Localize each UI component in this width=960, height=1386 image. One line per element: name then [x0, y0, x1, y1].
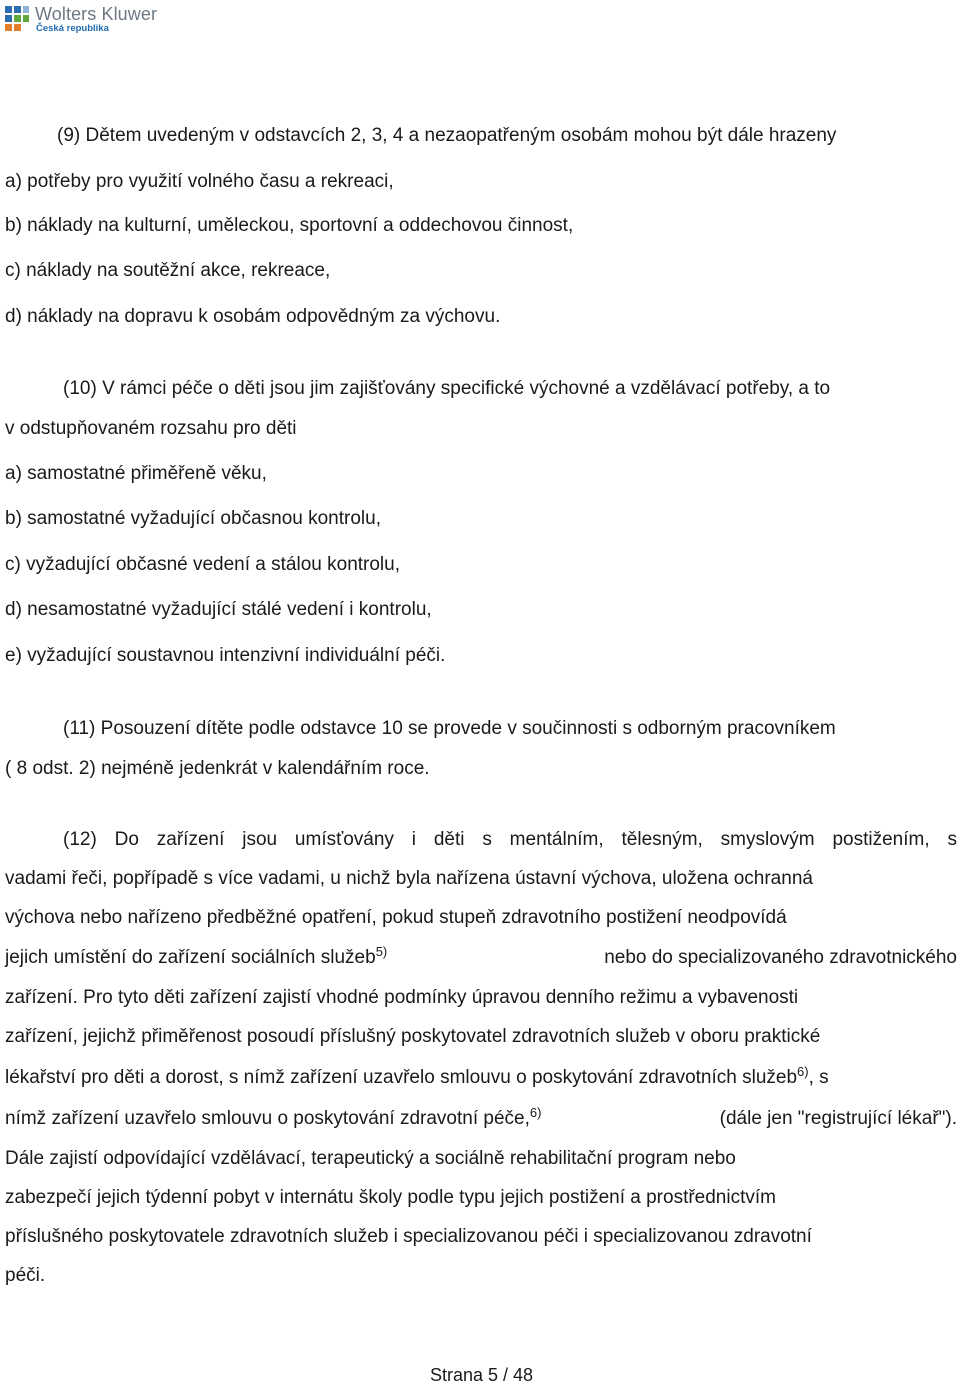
para10-line1: (10) V rámci péče o děti jsou jim zajišťovány specifické výchovné a vzdělávací potřeby, a to	[63, 378, 831, 399]
para12-line10: zabezpečí jejich týdenní pobyt v internátu školy podle typu jejich postižení a prostřednictvím	[5, 1187, 776, 1208]
para12-line1: (12) Do zařízení jsou umísťovány i děti s mentálním, tělesným, smyslovým postižením, s	[63, 829, 957, 850]
para10-item-c: c) vyžadující občasné vedení a stálou kontrolu,	[5, 554, 401, 575]
para9-item-a: a) potřeby pro využití volného času a rekreaci,	[5, 171, 394, 192]
para10-item-a: a) samostatné přiměřeně věku,	[5, 463, 267, 484]
logo-subtitle: Česká republika	[36, 23, 109, 34]
para12-line8-end: (dále jen "registrující lékař").	[719, 1108, 957, 1129]
para12-line6: zařízení, jejichž přiměřenost posoudí příslušný poskytovatel zdravotních služeb v oboru praktické	[5, 1026, 821, 1047]
footnote-ref-6: 6)	[797, 1064, 809, 1079]
para9-item-b: b) náklady na kulturní, uměleckou, sportovní a oddechovou činnost,	[5, 215, 574, 236]
para12-line12: péči.	[5, 1265, 46, 1286]
footnote-ref-6b: 6)	[529, 1105, 542, 1120]
para12-line4-start: jejich umístění do zařízení sociálních služeb$^{5)}$	[5, 944, 388, 968]
para10-item-e: e) vyžadující soustavnou intenzivní individuální péči.	[5, 645, 446, 666]
para12-line3: výchova nebo nařízeno předběžné opatření, pokud stupeň zdravotního postižení neodpovídá	[5, 907, 787, 928]
para9-item-c: c) náklady na soutěžní akce, rekreace,	[5, 260, 331, 281]
para10-line2: v odstupňovaném rozsahu pro děti	[5, 418, 297, 439]
para9-item-d: d) náklady na dopravu k osobám odpovědným za výchovu.	[5, 306, 501, 327]
para12-line2: vadami řeči, popřípadě s více vadami, u nichž byla nařízena ústavní výchova, uložena ochranná	[5, 868, 813, 889]
para11-line1: (11) Posouzení dítěte podle odstavce 10 se provede v součinnosti s odborným pracovníkem	[63, 718, 836, 739]
logo-mark-icon	[4, 5, 30, 33]
page-number: Strana 5 / 48	[429, 1365, 534, 1385]
para11-line2: ( 8 odst. 2) nejméně jedenkrát v kalendářním roce.	[5, 758, 430, 779]
para12-line8-start: nímž zařízení uzavřelo smlouvu o poskytování zdravotní péče,$^{6)}$	[5, 1105, 542, 1129]
logo-name: Wolters Kluwer	[35, 4, 158, 24]
para12-line9: Dále zajistí odpovídající vzdělávací, terapeutický a sociálně rehabilitační program nebo	[5, 1148, 736, 1169]
para12-line8	[5, 1107, 957, 1131]
para12-line4	[5, 946, 957, 970]
para9-intro: (9) Dětem uvedeným v odstavcích 2, 3, 4 a nezaopatřeným osobám mohou být dále hrazeny	[57, 125, 837, 146]
para10-item-b: b) samostatné vyžadující občasnou kontrolu,	[5, 508, 381, 529]
para10-item-d: d) nesamostatné vyžadující stálé vedení i kontrolu,	[5, 599, 432, 620]
para12-line5: zařízení. Pro tyto děti zařízení zajistí vhodné podmínky úpravou denního režimu a vybavenosti	[5, 987, 799, 1008]
para12-line4-end: nebo do specializovaného zdravotnického	[604, 947, 957, 968]
wolters-kluwer-logo	[4, 2, 244, 36]
para12-line7: lékařství pro děti a dorost, s nímž zařízení uzavřelo smlouvu o poskytování zdravotních služeb$^{6)}$, s	[5, 1064, 829, 1088]
footnote-ref-5: 5)	[375, 944, 388, 959]
para12-line11: příslušného poskytovatele zdravotních služeb i specializovanou péči i specializovanou zdravotní	[5, 1226, 812, 1247]
